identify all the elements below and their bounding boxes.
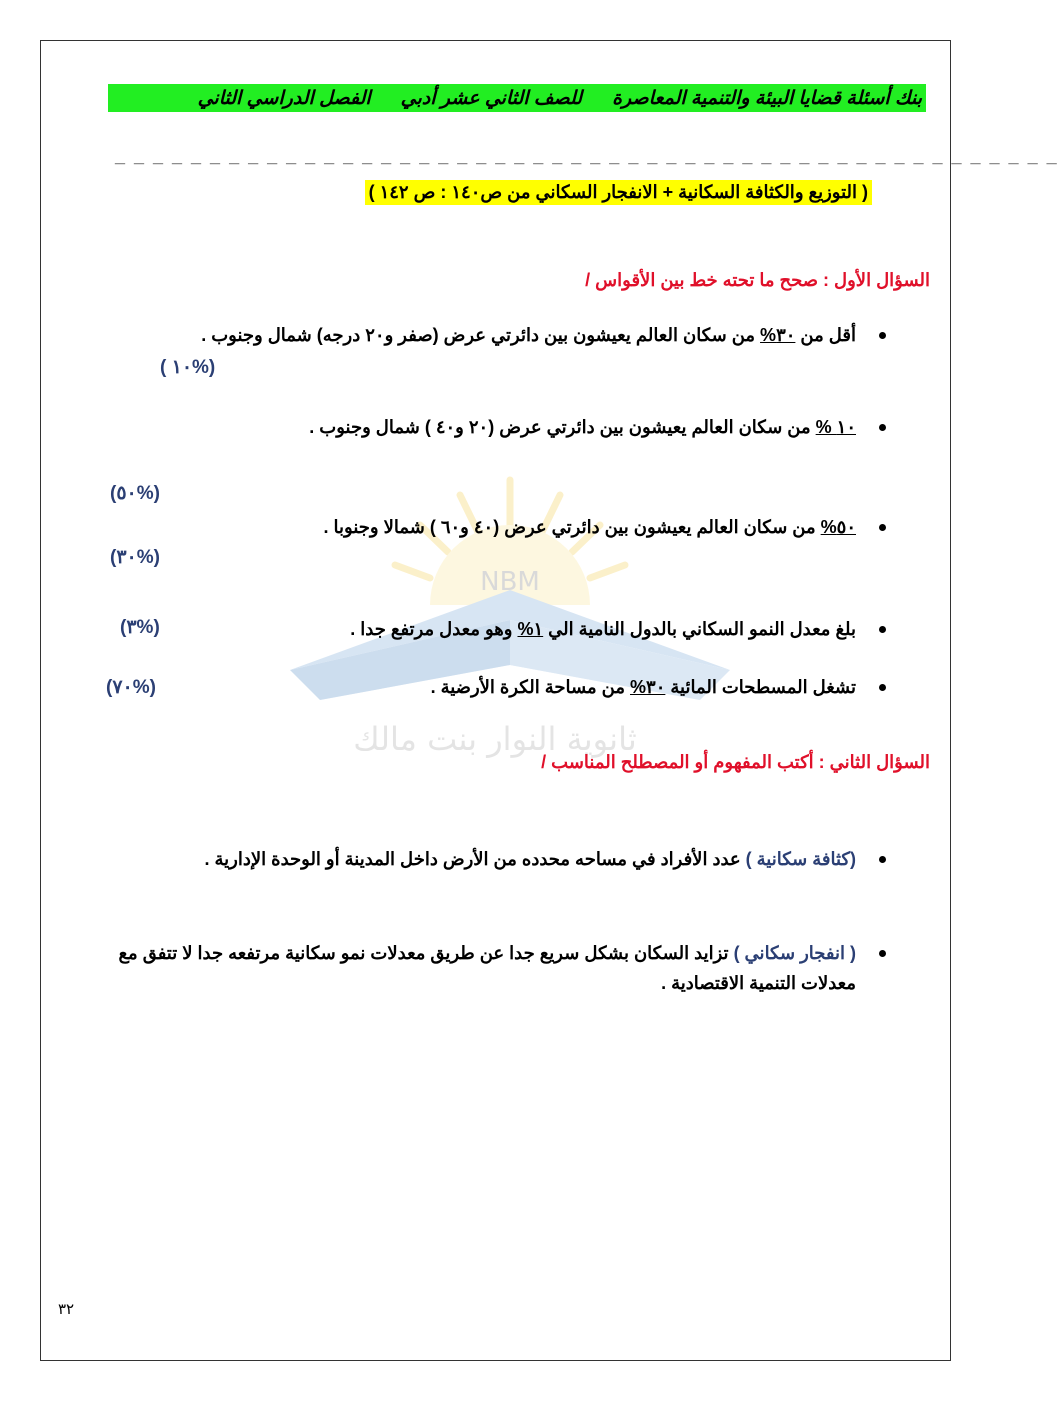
logo-text: NBM <box>480 567 540 597</box>
header-grade: للصف الثاني عشر أدبي <box>400 87 583 109</box>
q1-answer-2: (٥٠%) <box>110 483 160 504</box>
underlined-value: ٥٠% <box>820 517 856 537</box>
q1-item-3: ٥٠% من سكان العالم يعيشون بين دائرتي عرض (٤٠ و٦٠ ) شمالا وجنوبا . <box>136 512 856 542</box>
q1-answer-5: (٧٠%) <box>106 677 156 698</box>
bullet-icon <box>879 950 886 957</box>
topic-heading: ( التوزيع والكثافة السكانية + الانفجار السكاني من ص١٤٠ : ص ١٤٢ ) <box>365 180 872 205</box>
bullet-icon <box>879 684 886 691</box>
page-number: ٣٢ <box>58 1300 75 1318</box>
underlined-value: ٣٠% <box>630 677 666 697</box>
question-2-title: السؤال الثاني : أكتب المفهوم أو المصطلح المناسب / <box>541 752 930 772</box>
q1-answer-3: (٣٠%) <box>110 547 160 568</box>
underlined-value: ١% <box>517 619 544 639</box>
q1-item-4: بلغ معدل النمو السكاني بالدول النامية الي ١% وهو معدل مرتفع جدا . <box>136 614 856 644</box>
concept-term: ( انفجار سكاني ) <box>733 943 856 963</box>
q1-answer-4: (٣%) <box>120 617 160 638</box>
bullet-icon <box>879 626 886 633</box>
q2-item-2: ( انفجار سكاني ) تزايد السكان بشكل سريع جدا عن طريق معدلات نمو سكانية مرتفعه جدا لا تتفق مع معدلات التنمية الاقتصادية . <box>116 938 856 998</box>
q2-item-1: (كثافة سكانية ) عدد الأفراد في مساحه محدده من الأرض داخل المدينة أو الوحدة الإدارية . <box>136 844 856 874</box>
q1-item-5: تشغل المسطحات المائية ٣٠% من مساحة الكرة الأرضية . <box>136 672 856 702</box>
school-name-watermark: ثانوية النوار بنت مالك <box>353 720 637 758</box>
header-semester: الفصل الدراسي الثاني <box>197 87 371 109</box>
concept-term: (كثافة سكانية ) <box>745 849 856 869</box>
header-title: بنك أسئلة قضايا البيئة والتنمية المعاصرة <box>612 87 922 109</box>
q1-item-2: ١٠ % من سكان العالم يعيشون بين دائرتي عرض (٢٠ و٤٠ ) شمال وجنوب . <box>136 412 856 442</box>
bullet-icon <box>879 424 886 431</box>
question-1-title: السؤال الأول : صحح ما تحته خط بين الأقواس / <box>585 270 930 290</box>
underlined-value: ١٠ % <box>815 417 856 437</box>
dashed-divider: _ _ _ _ _ _ _ _ _ _ _ _ _ _ _ _ _ _ _ _ _ _ _ _ _ _ _ _ _ _ _ _ _ _ _ _ _ _ _ _ _ _ _ _ _ _ _ _ _ _ <box>115 146 1059 166</box>
bullet-icon <box>879 332 886 339</box>
q1-item-1: أقل من ٣٠% من سكان العالم يعيشون بين دائرتي عرض (صفر و٢٠ درجه) شمال وجنوب . <box>136 320 856 350</box>
bullet-icon <box>879 856 886 863</box>
underlined-value: ٣٠% <box>760 325 796 345</box>
document-header <box>108 84 926 112</box>
q1-answer-1: ( ١٠%) <box>160 357 216 378</box>
bullet-icon <box>879 524 886 531</box>
